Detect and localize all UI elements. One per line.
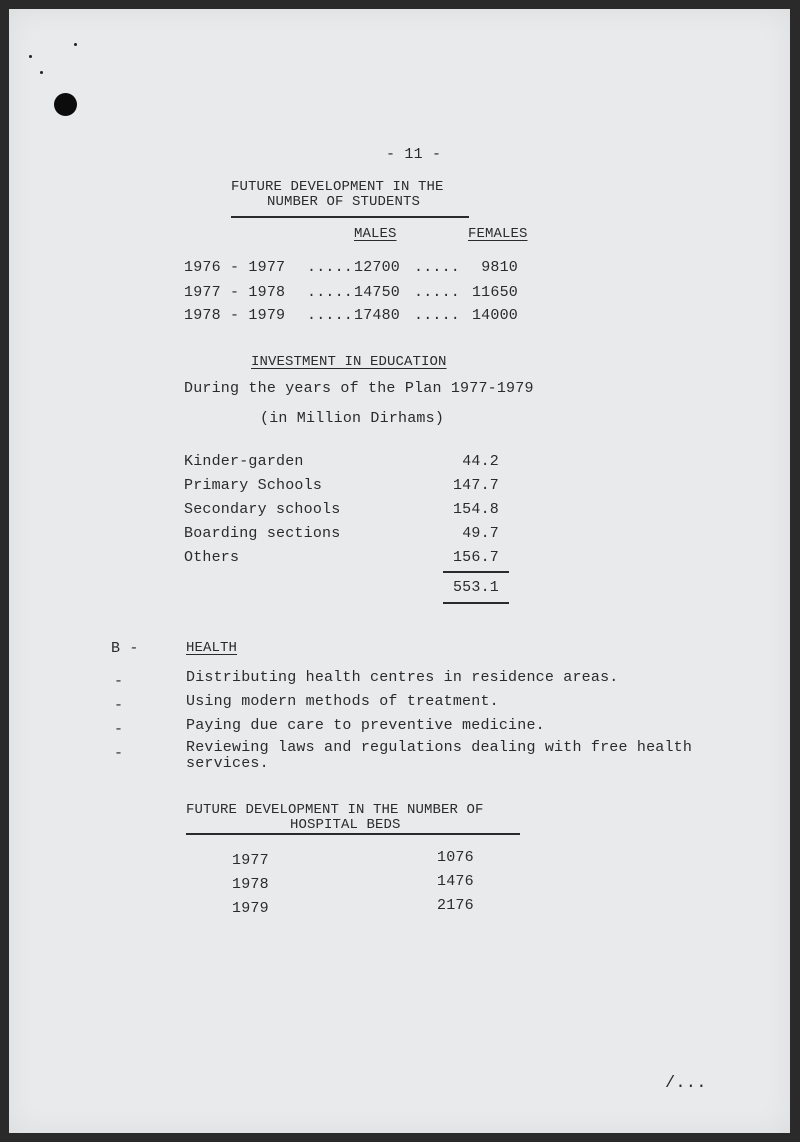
beds-value: 1476 xyxy=(437,873,474,890)
leader-dots: ..... xyxy=(307,284,354,301)
males-value: 12700 xyxy=(354,259,401,276)
bullet-dash: - xyxy=(114,673,124,690)
leader-dots: ..... xyxy=(414,284,461,301)
females-value: 11650 xyxy=(471,284,518,301)
item-value: 49.7 xyxy=(462,525,499,542)
item-value: 154.8 xyxy=(452,501,499,518)
beds-value: 2176 xyxy=(437,897,474,914)
leader-dots: ..... xyxy=(414,307,461,324)
speck xyxy=(74,43,77,46)
females-value: 14000 xyxy=(471,307,518,324)
beds-year: 1977 xyxy=(232,852,269,869)
beds-title-rule xyxy=(186,833,520,835)
document-page xyxy=(9,9,790,1133)
leader-dots: ..... xyxy=(307,259,354,276)
item-label: Others xyxy=(184,549,240,566)
bullet-dash: - xyxy=(114,721,124,738)
item-label: Primary Schools xyxy=(184,477,323,494)
column-header-females: FEMALES xyxy=(468,226,528,242)
column-header-males: MALES xyxy=(354,226,397,242)
item-label: Secondary schools xyxy=(184,501,341,518)
continuation-mark: /... xyxy=(665,1074,707,1093)
health-item-text: Paying due care to preventive medicine. xyxy=(186,717,545,734)
speck xyxy=(40,71,43,74)
investment-subtitle: During the years of the Plan 1977-1979 xyxy=(184,380,534,397)
males-value: 17480 xyxy=(354,307,401,324)
leader-dots: ..... xyxy=(307,307,354,324)
page-number: - 11 - xyxy=(386,146,442,163)
item-label: Kinder-garden xyxy=(184,453,304,470)
males-value: 14750 xyxy=(354,284,401,301)
period: 1977 - 1978 xyxy=(184,284,286,301)
punch-hole xyxy=(54,93,77,116)
students-title-line2: NUMBER OF STUDENTS xyxy=(267,194,421,210)
item-label: Boarding sections xyxy=(184,525,341,542)
bullet-dash: - xyxy=(114,745,124,762)
item-value: 156.7 xyxy=(452,549,499,566)
speck xyxy=(29,55,32,58)
beds-year: 1978 xyxy=(232,876,269,893)
section-marker: B - xyxy=(111,640,139,657)
item-value: 147.7 xyxy=(452,477,499,494)
beds-title-line1: FUTURE DEVELOPMENT IN THE NUMBER OF xyxy=(186,802,484,818)
investment-unit: (in Million Dirhams) xyxy=(260,410,445,427)
total-rule-bottom xyxy=(443,602,509,604)
health-item-text: Distributing health centres in residence areas. xyxy=(186,669,619,686)
females-value: 9810 xyxy=(481,259,518,276)
period: 1978 - 1979 xyxy=(184,307,286,324)
students-title-rule xyxy=(231,216,469,218)
period: 1976 - 1977 xyxy=(184,259,286,276)
health-item-text: Reviewing laws and regulations dealing with free health services. xyxy=(186,739,693,772)
health-title: HEALTH xyxy=(186,640,238,656)
health-item-text: Using modern methods of treatment. xyxy=(186,693,499,710)
investment-title: INVESTMENT IN EDUCATION xyxy=(251,354,447,370)
bullet-dash: - xyxy=(114,697,124,714)
beds-title-line2: HOSPITAL BEDS xyxy=(290,817,401,833)
beds-year: 1979 xyxy=(232,900,269,917)
item-value: 44.2 xyxy=(462,453,499,470)
total-rule-top xyxy=(443,571,509,573)
students-title-line1: FUTURE DEVELOPMENT IN THE xyxy=(231,179,444,195)
investment-total: 553.1 xyxy=(452,579,499,596)
beds-value: 1076 xyxy=(437,849,474,866)
leader-dots: ..... xyxy=(414,259,461,276)
